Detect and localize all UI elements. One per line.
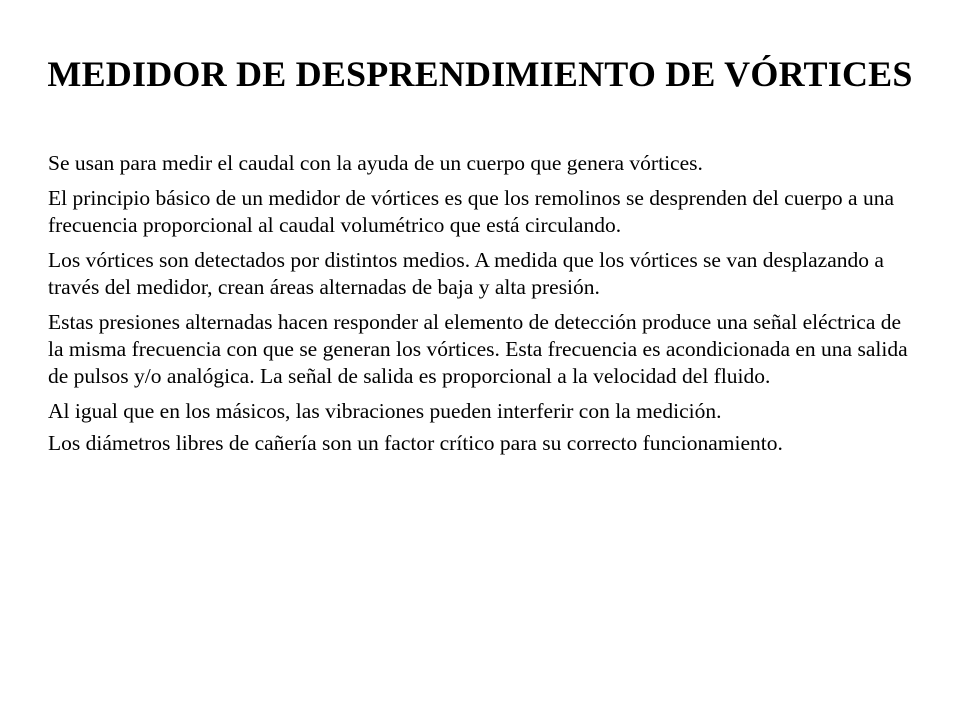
slide-title: MEDIDOR DE DESPRENDIMIENTO DE VÓRTICES [47, 54, 913, 94]
slide-body [48, 150, 918, 465]
paragraph-pipe-diameters: Los diámetros libres de cañería son un factor crítico para su correcto funcionamiento. [48, 431, 783, 455]
paragraph-principle: El principio básico de un medidor de vórtices es que los remolinos se desprenden del cuerpo a una frecuencia proporcional al caudal volumétrico que está circulando. [48, 186, 895, 237]
paragraph-intro: Se usan para medir el caudal con la ayuda de un cuerpo que genera vórtices. [48, 151, 703, 175]
paragraph-signal: Estas presiones alternadas hacen responder al elemento de detección produce una señal eléctrica de la misma frecuencia con que se generan los vórtices. Esta frecuencia es acondicionada en una salida de pulsos y/o analógica. La señal de salida es proporcional a la velocidad del fluido. [48, 310, 908, 388]
paragraph-detection: Los vórtices son detectados por distintos medios. A medida que los vórtices se van desplazando a través del medidor, crean áreas alternadas de baja y alta presión. [48, 248, 884, 299]
paragraph-vibrations: Al igual que en los másicos, las vibraciones pueden interferir con la medición. [48, 399, 722, 423]
